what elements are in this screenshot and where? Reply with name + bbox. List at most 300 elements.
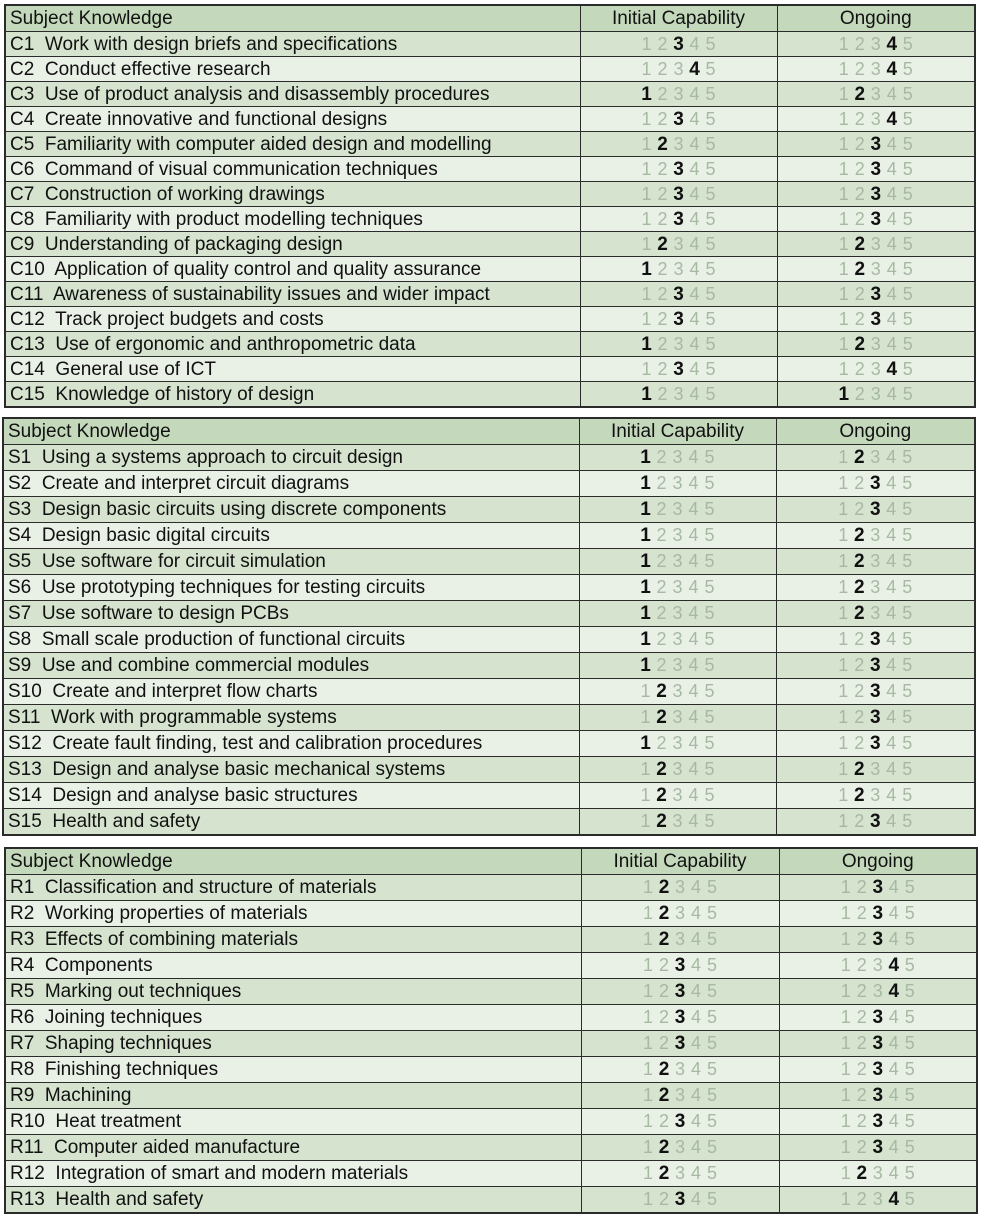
rating-digit: 3 bbox=[872, 1085, 884, 1106]
rating-digit: 3 bbox=[672, 811, 683, 831]
ongoing-rating bbox=[776, 445, 975, 471]
table-row bbox=[3, 705, 975, 731]
rating-digit: 4 bbox=[690, 1137, 701, 1157]
skill-code: C6 bbox=[10, 158, 35, 180]
rating-digit: 2 bbox=[658, 1137, 670, 1158]
skill-code: R8 bbox=[10, 1059, 35, 1080]
table-row bbox=[5, 82, 975, 107]
rating-digit: 3 bbox=[673, 108, 684, 130]
skill-label: Application of quality control and quality assurance bbox=[54, 258, 482, 280]
rating-digit: 5 bbox=[706, 955, 717, 975]
initial-capability-rating bbox=[579, 575, 776, 601]
initial-capability-rating bbox=[579, 627, 776, 653]
rating-digit: 3 bbox=[869, 499, 881, 520]
rating-digit: 3 bbox=[674, 1137, 685, 1157]
initial-capability-rating bbox=[581, 927, 779, 953]
rating-digit: 5 bbox=[902, 58, 913, 79]
skill-cell bbox=[5, 82, 580, 107]
rating-digit: 3 bbox=[672, 603, 683, 623]
skill-cell bbox=[3, 731, 579, 757]
rating-digit: 3 bbox=[870, 577, 881, 597]
initial-capability-header: Initial Capability bbox=[581, 848, 779, 875]
table-row bbox=[3, 731, 975, 757]
rating-digit: 1 bbox=[641, 258, 652, 280]
table-row bbox=[5, 207, 975, 232]
rating-digit: 1 bbox=[641, 358, 652, 379]
ongoing-rating bbox=[776, 653, 975, 679]
table-header-row bbox=[3, 418, 975, 445]
rating-digit: 3 bbox=[672, 707, 683, 727]
initial-capability-rating bbox=[580, 157, 777, 182]
initial-capability-rating bbox=[579, 705, 776, 731]
rating-digit: 2 bbox=[854, 233, 866, 255]
rating-digit: 4 bbox=[690, 1163, 701, 1183]
ongoing-rating bbox=[779, 953, 977, 979]
rating-digit: 4 bbox=[886, 785, 897, 805]
rating-digit: 5 bbox=[904, 1189, 915, 1209]
rating-digit: 1 bbox=[840, 1033, 851, 1053]
rating-digit: 2 bbox=[658, 1033, 669, 1053]
rating-digit: 4 bbox=[688, 603, 699, 623]
initial-capability-rating bbox=[579, 731, 776, 757]
initial-capability-rating bbox=[581, 1057, 779, 1083]
rating-digit: 3 bbox=[674, 955, 686, 976]
rating-digit: 5 bbox=[704, 577, 715, 597]
rating-digit: 1 bbox=[640, 785, 651, 805]
rating-digit: 4 bbox=[888, 1137, 899, 1157]
table-row bbox=[5, 1187, 977, 1214]
rating-digit: 4 bbox=[886, 447, 897, 467]
rating-digit: 2 bbox=[854, 499, 865, 519]
rating-digit: 2 bbox=[854, 811, 865, 831]
rating-digit: 1 bbox=[641, 383, 652, 405]
rating-digit: 5 bbox=[904, 1111, 915, 1131]
rating-digit: 1 bbox=[642, 981, 653, 1001]
rating-digit: 5 bbox=[704, 707, 715, 727]
rating-digit: 3 bbox=[870, 183, 882, 205]
rating-digit: 3 bbox=[673, 133, 684, 154]
rating-digit: 2 bbox=[856, 929, 867, 949]
skill-label: Design and analyse basic structures bbox=[52, 785, 358, 806]
rating-digit: 1 bbox=[641, 183, 652, 204]
rating-digit: 1 bbox=[641, 233, 652, 254]
skills-table-r bbox=[4, 847, 978, 1214]
skill-cell bbox=[5, 927, 581, 953]
ongoing-rating bbox=[776, 471, 975, 497]
rating-digit: 4 bbox=[886, 811, 897, 831]
rating-digit: 5 bbox=[902, 499, 913, 519]
rating-digit: 1 bbox=[838, 333, 849, 354]
rating-digit: 3 bbox=[870, 258, 881, 279]
rating-digit: 3 bbox=[869, 629, 881, 650]
rating-digit: 1 bbox=[641, 208, 652, 229]
rating-digit: 3 bbox=[872, 1059, 884, 1080]
rating-digit: 3 bbox=[673, 258, 684, 279]
skill-code: R11 bbox=[10, 1137, 44, 1158]
skill-label: Working properties of materials bbox=[44, 903, 308, 924]
rating-digit: 2 bbox=[853, 577, 865, 598]
skill-code: R13 bbox=[10, 1189, 45, 1210]
initial-capability-rating bbox=[580, 82, 777, 107]
rating-digit: 2 bbox=[853, 551, 865, 572]
rating-digit: 3 bbox=[870, 358, 881, 379]
rating-digit: 5 bbox=[904, 1033, 915, 1053]
rating-digit: 2 bbox=[656, 681, 667, 702]
rating-digit: 1 bbox=[640, 525, 651, 546]
skill-code: C5 bbox=[10, 133, 35, 155]
rating-digit: 1 bbox=[642, 1111, 653, 1131]
rating-digit: 2 bbox=[856, 1163, 868, 1184]
rating-digit: 4 bbox=[688, 629, 699, 649]
rating-digit: 3 bbox=[672, 681, 683, 701]
rating-digit: 4 bbox=[689, 283, 700, 304]
rating-digit: 1 bbox=[838, 707, 849, 727]
ongoing-rating bbox=[777, 307, 975, 332]
rating-digit: 2 bbox=[657, 58, 668, 79]
skill-cell bbox=[3, 809, 579, 836]
rating-digit: 5 bbox=[705, 183, 716, 204]
rating-digit: 4 bbox=[689, 83, 700, 104]
rating-digit: 5 bbox=[904, 955, 915, 975]
rating-digit: 3 bbox=[870, 383, 881, 404]
table-row bbox=[3, 679, 975, 705]
skill-label: Create fault finding, test and calibration procedures bbox=[52, 733, 483, 754]
rating-digit: 5 bbox=[705, 83, 716, 104]
rating-digit: 3 bbox=[870, 525, 881, 545]
skill-label: Familiarity with product modelling techniques bbox=[44, 208, 423, 230]
initial-capability-rating bbox=[579, 679, 776, 705]
rating-digit: 3 bbox=[673, 208, 684, 230]
rating-digit: 2 bbox=[657, 383, 668, 404]
rating-digit: 1 bbox=[640, 473, 651, 494]
rating-digit: 3 bbox=[672, 733, 683, 753]
table-row bbox=[5, 32, 975, 57]
ongoing-rating bbox=[776, 757, 975, 783]
rating-digit: 4 bbox=[886, 577, 897, 597]
rating-digit: 2 bbox=[656, 577, 667, 597]
rating-digit: 1 bbox=[640, 447, 651, 468]
table-row bbox=[5, 1083, 977, 1109]
subject-knowledge-header: Subject Knowledge bbox=[3, 418, 579, 445]
rating-digit: 5 bbox=[902, 133, 913, 154]
skill-cell bbox=[3, 679, 579, 705]
skill-cell bbox=[5, 57, 580, 82]
skill-cell bbox=[5, 157, 580, 182]
table-row bbox=[5, 1161, 977, 1187]
rating-digit: 2 bbox=[854, 383, 865, 404]
skill-label: Shaping techniques bbox=[44, 1033, 212, 1054]
initial-capability-rating bbox=[581, 953, 779, 979]
rating-digit: 4 bbox=[688, 811, 699, 831]
rating-digit: 3 bbox=[674, 1111, 686, 1132]
rating-digit: 2 bbox=[854, 183, 865, 204]
rating-digit: 2 bbox=[657, 33, 668, 54]
rating-digit: 1 bbox=[640, 603, 651, 624]
table-row bbox=[3, 549, 975, 575]
rating-digit: 5 bbox=[704, 681, 715, 701]
rating-digit: 1 bbox=[641, 108, 652, 129]
ongoing-rating bbox=[776, 497, 975, 523]
rating-digit: 1 bbox=[838, 133, 849, 154]
rating-digit: 5 bbox=[706, 1033, 717, 1053]
rating-digit: 4 bbox=[689, 33, 700, 54]
rating-digit: 2 bbox=[656, 759, 667, 780]
table-row bbox=[5, 157, 975, 182]
rating-digit: 5 bbox=[904, 929, 915, 949]
rating-digit: 3 bbox=[673, 158, 684, 180]
rating-digit: 3 bbox=[872, 929, 884, 950]
rating-digit: 2 bbox=[856, 1189, 867, 1209]
ongoing-header: Ongoing bbox=[776, 418, 975, 445]
rating-digit: 2 bbox=[854, 83, 866, 105]
rating-digit: 4 bbox=[886, 258, 897, 279]
rating-digit: 5 bbox=[706, 1059, 717, 1079]
skill-code: S13 bbox=[8, 759, 42, 780]
rating-digit: 4 bbox=[886, 473, 897, 493]
rating-digit: 4 bbox=[688, 733, 699, 753]
skill-code: R12 bbox=[10, 1163, 45, 1184]
initial-capability-rating bbox=[580, 282, 777, 307]
rating-digit: 3 bbox=[870, 785, 881, 805]
table-header-row bbox=[5, 848, 977, 875]
rating-digit: 1 bbox=[840, 1007, 851, 1027]
ongoing-rating bbox=[776, 601, 975, 627]
rating-digit: 2 bbox=[656, 447, 667, 467]
rating-digit: 3 bbox=[674, 1189, 686, 1210]
rating-digit: 5 bbox=[705, 58, 716, 79]
skill-cell bbox=[3, 523, 579, 549]
skill-cell bbox=[5, 953, 581, 979]
rating-digit: 5 bbox=[904, 1085, 915, 1105]
rating-digit: 3 bbox=[673, 283, 684, 305]
rating-digit: 2 bbox=[854, 158, 865, 179]
rating-digit: 2 bbox=[658, 1007, 669, 1027]
rating-digit: 1 bbox=[642, 903, 653, 923]
rating-digit: 2 bbox=[657, 233, 668, 255]
rating-digit: 3 bbox=[870, 208, 882, 230]
rating-digit: 2 bbox=[657, 358, 668, 379]
skill-cell bbox=[3, 575, 579, 601]
rating-digit: 2 bbox=[856, 877, 867, 897]
initial-capability-rating bbox=[580, 57, 777, 82]
skill-cell bbox=[5, 1109, 581, 1135]
rating-digit: 1 bbox=[642, 1163, 653, 1183]
initial-capability-header: Initial Capability bbox=[579, 418, 776, 445]
rating-digit: 1 bbox=[640, 655, 651, 676]
skill-label: Using a systems approach to circuit design bbox=[41, 447, 403, 468]
rating-digit: 3 bbox=[872, 1007, 884, 1028]
rating-digit: 2 bbox=[853, 447, 865, 468]
rating-digit: 5 bbox=[706, 1189, 717, 1209]
skill-code: R1 bbox=[10, 877, 35, 898]
rating-digit: 1 bbox=[640, 759, 651, 779]
rating-digit: 1 bbox=[838, 733, 849, 753]
rating-digit: 5 bbox=[902, 759, 913, 779]
rating-digit: 1 bbox=[838, 629, 849, 649]
rating-digit: 4 bbox=[690, 1007, 701, 1027]
ongoing-rating bbox=[777, 32, 975, 57]
rating-digit: 2 bbox=[656, 473, 667, 493]
rating-digit: 1 bbox=[642, 955, 653, 975]
skill-label: Design basic circuits using discrete components bbox=[41, 499, 447, 520]
rating-digit: 1 bbox=[838, 33, 849, 54]
rating-digit: 3 bbox=[672, 655, 683, 675]
skill-cell bbox=[5, 1083, 581, 1109]
rating-digit: 3 bbox=[674, 1163, 685, 1183]
initial-capability-rating bbox=[581, 1187, 779, 1214]
rating-digit: 1 bbox=[642, 1033, 653, 1053]
rating-digit: 4 bbox=[888, 1059, 899, 1079]
initial-capability-rating bbox=[580, 357, 777, 382]
table-row bbox=[5, 257, 975, 282]
initial-capability-rating bbox=[580, 232, 777, 257]
rating-digit: 4 bbox=[690, 981, 701, 1001]
table-row bbox=[5, 107, 975, 132]
ongoing-rating bbox=[776, 731, 975, 757]
rating-digit: 5 bbox=[704, 499, 715, 519]
rating-digit: 4 bbox=[888, 1111, 899, 1131]
skill-code: C11 bbox=[10, 283, 44, 305]
rating-digit: 4 bbox=[689, 308, 700, 329]
skill-code: C9 bbox=[10, 233, 35, 255]
skill-label: Health and safety bbox=[55, 1189, 204, 1210]
rating-digit: 1 bbox=[641, 33, 652, 54]
skill-label: Use of product analysis and disassembly procedures bbox=[44, 83, 490, 105]
table-row bbox=[3, 575, 975, 601]
skill-code: C2 bbox=[10, 58, 35, 80]
rating-digit: 1 bbox=[642, 1059, 653, 1079]
initial-capability-rating bbox=[581, 1109, 779, 1135]
table-row bbox=[3, 497, 975, 523]
table-row bbox=[3, 757, 975, 783]
rating-digit: 5 bbox=[902, 629, 913, 649]
skill-label: Conduct effective research bbox=[44, 58, 271, 80]
ongoing-rating bbox=[776, 627, 975, 653]
initial-capability-rating bbox=[581, 1135, 779, 1161]
rating-digit: 2 bbox=[657, 183, 668, 204]
rating-digit: 2 bbox=[854, 655, 865, 675]
rating-digit: 1 bbox=[840, 929, 851, 949]
rating-digit: 3 bbox=[872, 1137, 884, 1158]
ongoing-rating bbox=[777, 382, 975, 408]
rating-digit: 4 bbox=[886, 333, 897, 354]
ongoing-rating bbox=[779, 1005, 977, 1031]
rating-digit: 4 bbox=[689, 233, 700, 254]
rating-digit: 3 bbox=[869, 811, 881, 832]
table-row bbox=[3, 809, 975, 836]
skill-code: C8 bbox=[10, 208, 35, 230]
skill-label: Command of visual communication techniques bbox=[44, 158, 438, 180]
skill-cell bbox=[5, 1135, 581, 1161]
skill-code: R6 bbox=[10, 1007, 35, 1028]
rating-digit: 3 bbox=[672, 785, 683, 805]
rating-digit: 1 bbox=[838, 158, 849, 179]
table-row bbox=[3, 471, 975, 497]
rating-digit: 4 bbox=[886, 733, 897, 753]
rating-digit: 5 bbox=[902, 108, 913, 129]
skill-label: Use and combine commercial modules bbox=[41, 655, 370, 676]
skill-code: C7 bbox=[10, 183, 35, 205]
rating-digit: 5 bbox=[706, 1085, 717, 1105]
rating-digit: 5 bbox=[704, 759, 715, 779]
rating-digit: 2 bbox=[658, 877, 670, 898]
skill-cell bbox=[5, 32, 580, 57]
skill-cell bbox=[5, 1031, 581, 1057]
rating-digit: 1 bbox=[838, 83, 849, 104]
skill-label: Use software for circuit simulation bbox=[41, 551, 326, 572]
skill-label: Machining bbox=[44, 1085, 132, 1106]
rating-digit: 2 bbox=[854, 308, 865, 329]
skill-label: Integration of smart and modern materials bbox=[55, 1163, 409, 1184]
rating-digit: 4 bbox=[688, 655, 699, 675]
rating-digit: 5 bbox=[704, 447, 715, 467]
rating-digit: 4 bbox=[888, 1085, 899, 1105]
initial-capability-rating bbox=[580, 207, 777, 232]
rating-digit: 5 bbox=[902, 83, 913, 104]
ongoing-rating bbox=[776, 809, 975, 836]
rating-digit: 5 bbox=[904, 1007, 915, 1027]
rating-digit: 5 bbox=[902, 525, 913, 545]
rating-digit: 5 bbox=[902, 308, 913, 329]
rating-digit: 1 bbox=[641, 83, 652, 105]
rating-digit: 3 bbox=[672, 499, 683, 519]
rating-digit: 3 bbox=[870, 447, 881, 467]
rating-digit: 5 bbox=[902, 333, 913, 354]
table-row bbox=[5, 953, 977, 979]
rating-digit: 5 bbox=[902, 655, 913, 675]
skill-label: Work with programmable systems bbox=[50, 707, 337, 728]
rating-digit: 4 bbox=[690, 1085, 701, 1105]
rating-digit: 3 bbox=[672, 525, 683, 545]
initial-capability-header: Initial Capability bbox=[580, 5, 777, 32]
rating-digit: 4 bbox=[689, 183, 700, 204]
ongoing-rating bbox=[777, 232, 975, 257]
rating-digit: 3 bbox=[674, 1059, 685, 1079]
rating-digit: 5 bbox=[904, 1137, 915, 1157]
rating-digit: 1 bbox=[840, 903, 851, 923]
rating-digit: 3 bbox=[672, 473, 683, 493]
rating-digit: 4 bbox=[690, 1189, 701, 1209]
ongoing-header: Ongoing bbox=[777, 5, 975, 32]
rating-digit: 2 bbox=[854, 681, 865, 701]
rating-digit: 4 bbox=[888, 955, 900, 976]
rating-digit: 3 bbox=[672, 759, 683, 779]
rating-digit: 3 bbox=[869, 473, 881, 494]
rating-digit: 2 bbox=[656, 603, 667, 623]
rating-digit: 4 bbox=[888, 981, 900, 1002]
rating-digit: 5 bbox=[706, 1111, 717, 1131]
rating-digit: 3 bbox=[674, 1007, 686, 1028]
initial-capability-rating bbox=[580, 182, 777, 207]
rating-digit: 5 bbox=[706, 1007, 717, 1027]
initial-capability-rating bbox=[580, 382, 777, 408]
rating-digit: 1 bbox=[642, 1085, 653, 1105]
rating-digit: 1 bbox=[642, 1137, 653, 1157]
rating-digit: 5 bbox=[902, 733, 913, 753]
rating-digit: 2 bbox=[658, 929, 670, 950]
rating-digit: 4 bbox=[690, 1059, 701, 1079]
table-row bbox=[5, 307, 975, 332]
rating-digit: 2 bbox=[854, 473, 865, 493]
rating-digit: 2 bbox=[657, 158, 668, 179]
skill-cell bbox=[5, 257, 580, 282]
rating-digit: 3 bbox=[674, 903, 685, 923]
rating-digit: 4 bbox=[886, 308, 897, 329]
rating-digit: 3 bbox=[870, 333, 881, 354]
rating-digit: 2 bbox=[856, 981, 867, 1001]
skill-code: S5 bbox=[8, 551, 32, 572]
rating-digit: 1 bbox=[641, 158, 652, 179]
